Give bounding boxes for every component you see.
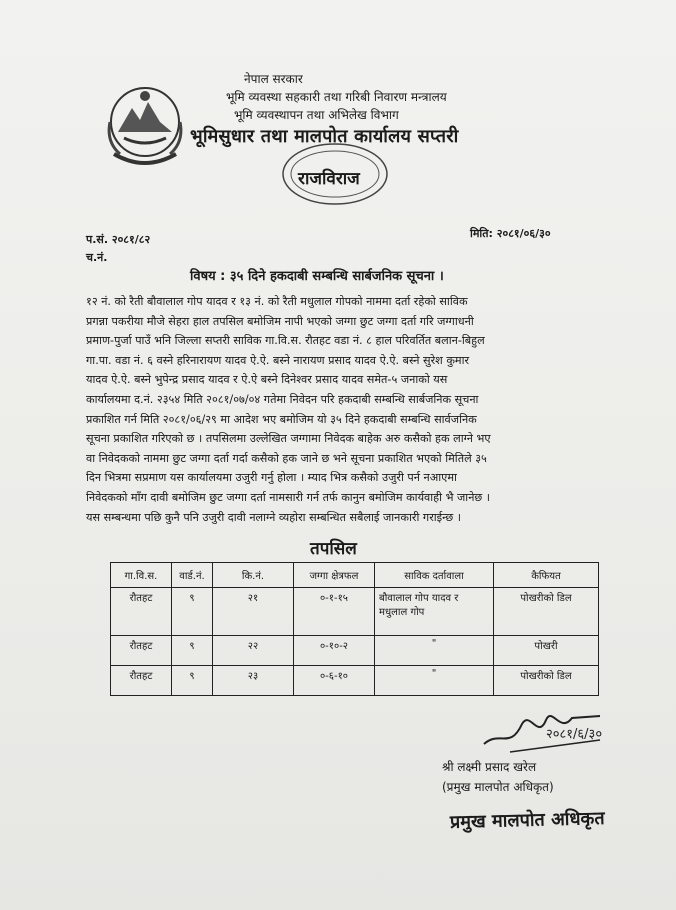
body-line: यादव ऐ.ऐ. बस्ने भुपेन्द्र प्रसाद यादव र ऐ.ऐ बस्ने दिनेश्वर प्रसाद यादव समेत-५ जनाको यस [86,373,448,387]
body-line: गा.पा. वडा नं. ६ वस्ने हरिनारायण यादव ऐ.ऐ. बस्ने नारायण प्रसाद यादव ऐ.ऐ. बस्ने सुरेश कुमार [86,353,470,367]
table-cell: रौतहट [111,588,172,636]
body-line: प्रगन्ना पकरीया मौजे सेहरा हाल तपसिल बमोजिम नापी भएको जग्गा छुट जग्गा दर्ता गरि जग्गाधनी [86,314,474,328]
table-cell: पोखरीको डिल [494,666,599,696]
body-line: निवेदकको माँग दावी बमोजिम छुट जग्गा दर्ता नामसारी गर्न तर्फ कानुन बमोजिम कार्यवाही भै जानेछ । [86,490,491,504]
table-cell: " [375,636,494,666]
table-row [111,636,599,666]
table-header-row [111,563,599,588]
table-cell: पोखरीको डिल [494,588,599,636]
table-cell: बौवालाल गोप यादव र मधुलाल गोप [375,588,494,636]
body-line: वा निवेदकको नाममा छुट जग्गा दर्ता गर्दा कसैको हक जाने छ भने सूचना प्रकाशित भएको मितिले ३५ [86,451,487,465]
table-cell: रौतहट [111,636,172,666]
table-cell: ९ [172,666,213,696]
body-line: प्रमाण-पुर्जा पाउँ भनि जिल्ला सप्तरी साविक गा.वि.स. रौतहट वडा नं. ८ हाल परिवर्तित बलान-बिहुल [86,334,485,348]
table-cell: २२ [213,636,294,666]
col-header: कैफियत [494,563,599,588]
signature-icon [480,700,610,760]
table-row [111,588,599,636]
reference-number: प.सं. २०८१/८२ [86,233,151,246]
signature-date: २०८१/६/३० [546,727,603,742]
body-line: दिन भित्रमा सप्रमाण यस कार्यालयमा उजुरी गर्नु होला । म्याद भित्र कसैको उजुरी पर्न नआएमा [86,471,457,485]
table-cell: ९ [172,636,213,666]
table-cell: ०-१०-२ [294,636,375,666]
table-title: तपसिल [310,539,357,559]
department-name: भूमि व्यवस्थापन तथा अभिलेख विभाग [234,108,399,122]
notice-body [86,292,602,527]
col-header: जग्गा क्षेत्रफल [294,563,375,588]
table-cell: पोखरी [494,636,599,666]
gov-name: नेपाल सरकार [244,72,303,86]
body-line: यस सम्बन्धमा पछि कुनै पनि उजुरी दावी नलाग्ने व्यहोरा सम्बन्धित सबैलाई जानकारी गराईन्छ । [86,510,462,524]
table-cell: " [375,666,494,696]
nepal-emblem-icon [104,82,186,170]
body-line: प्रकाशित गर्न मिति २०८१/०६/२९ मा आदेश भए बमोजिम यो ३५ दिने हकदाबी सम्बन्धि सार्वजनिक [86,412,477,426]
table-cell: ०-६-१० [294,666,375,696]
notice-date: मिति: २०८१/०६/३० [470,227,551,240]
col-header: कि.नं. [213,563,294,588]
table-cell: रौतहट [111,666,172,696]
col-header: वार्ड.नं. [172,563,213,588]
table-cell: २३ [213,666,294,696]
col-header: साविक दर्तावाला [375,563,494,588]
table-cell: ९ [172,588,213,636]
notice-subject: विषय : ३५ दिने हकदाबी सम्बन्धि सार्बजनिक सूचना । [190,269,444,284]
signer-name: श्री लक्ष्मी प्रसाद खरेल [442,760,537,774]
land-details-table [110,562,599,696]
body-line: १२ नं. को रैती बौवालाल गोप यादव र १३ नं. को रैती मधुलाल गोपको नाममा दर्ता रहेको साविक [86,295,468,308]
table-cell: २१ [213,588,294,636]
col-header: गा.वि.स. [111,563,172,588]
office-title: भूमिसुधार तथा मालपोत कार्यालय सप्तरी [190,126,459,147]
ministry-name: भूमि व्यवस्था सहकारी तथा गरिबी निवारण मन्त्रालय [226,90,447,104]
body-line: सूचना प्रकाशित गरिएको छ । तपसिलमा उल्लेखित जग्गामा निवेदक बाहेक अरु कसैको हक लाग्ने भए [86,432,491,446]
table-cell: ०-१-१५ [294,588,375,636]
table-row [111,666,599,696]
body-line: कार्यालयमा द.नं. २३५४ मिति २०८१/०७/०४ गतेमा निवेदन परि हकदाबी सम्बन्धि सार्बजनिक सूचना [86,392,479,406]
designation-seal: प्रमुख मालपोत अधिकृत [449,807,605,834]
signer-designation: (प्रमुख मालपोत अधिकृत) [442,780,554,794]
dispatch-number: च.नं. [86,251,108,264]
stamp-text: राजविराज [298,169,360,189]
